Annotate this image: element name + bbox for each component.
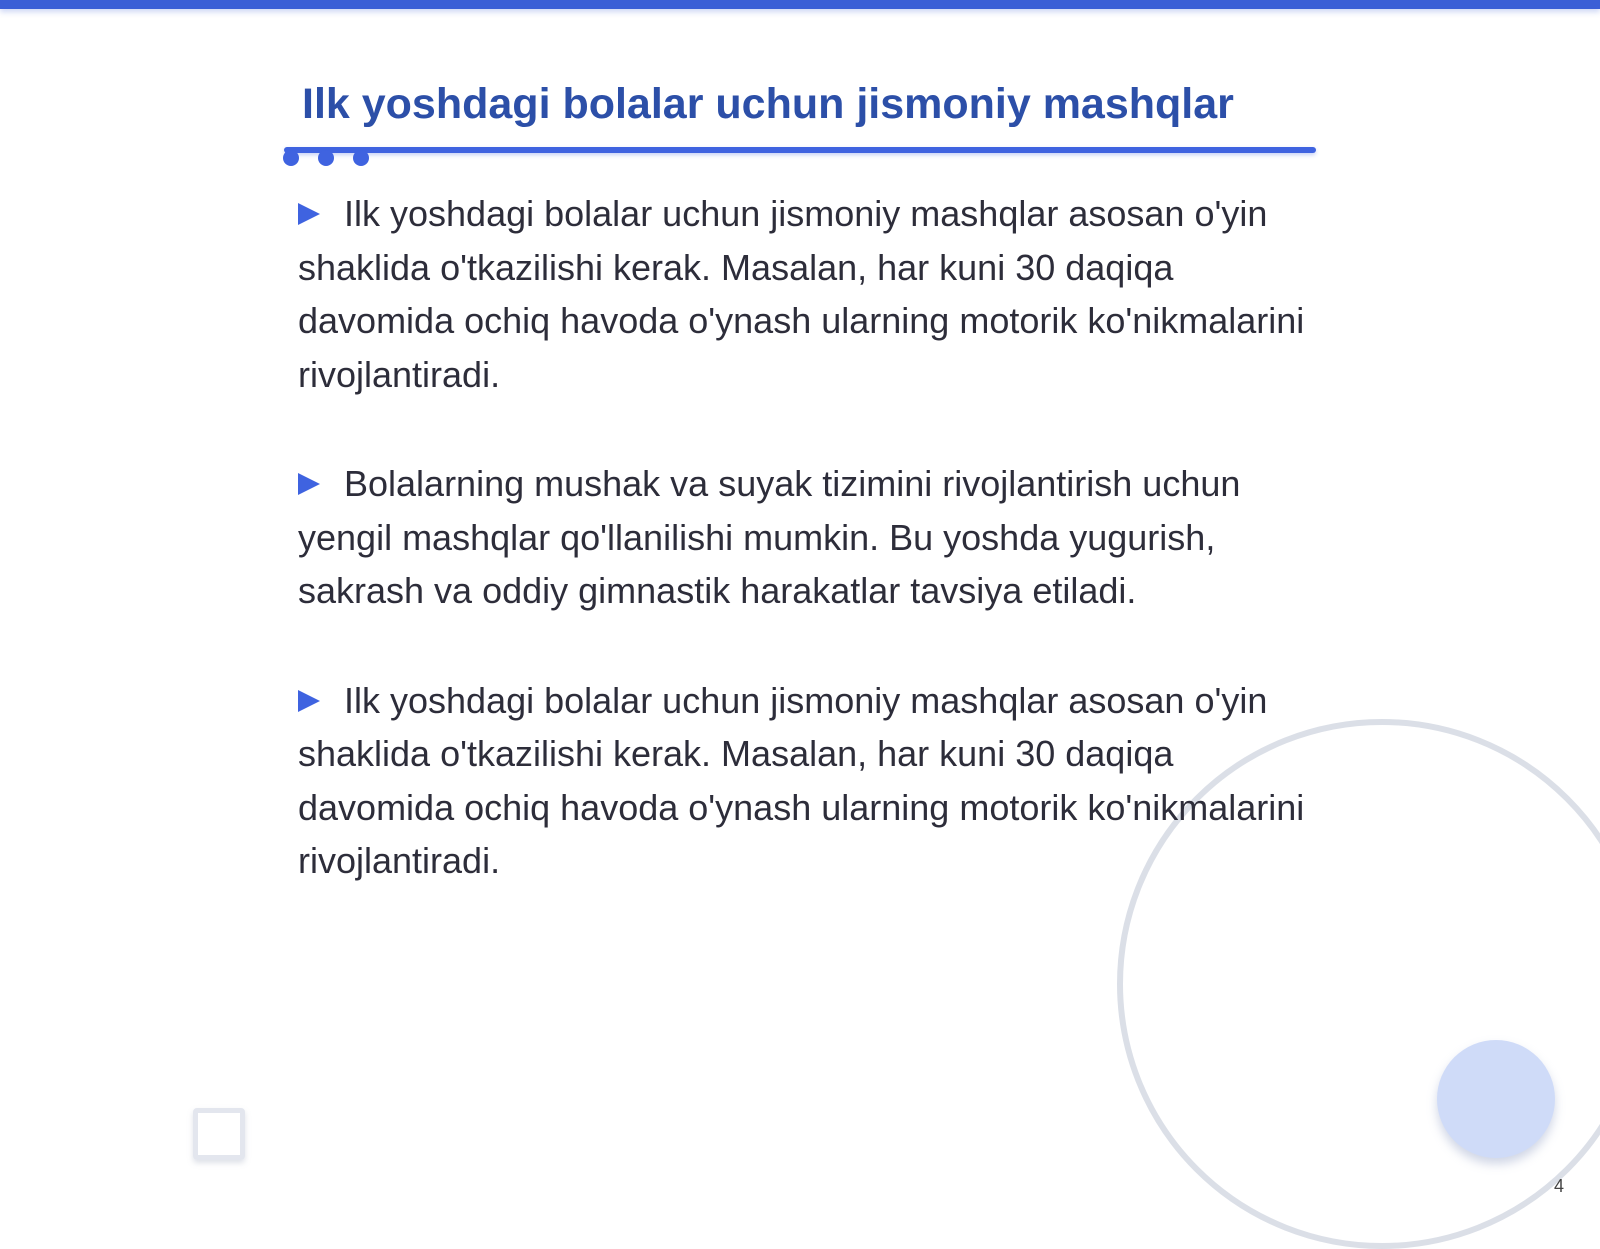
triangle-arrow-icon [298, 203, 320, 225]
title-underline [284, 147, 1316, 153]
decorative-dot [283, 150, 299, 166]
bullet-item [298, 674, 1308, 888]
bullet-item [298, 187, 1308, 401]
slide-title: Ilk yoshdagi bolalar uchun jismoniy mashqlar [302, 80, 1234, 128]
triangle-arrow-icon [298, 690, 320, 712]
page-number: 4 [1554, 1176, 1565, 1196]
top-accent-bar [0, 0, 1600, 9]
bullet-text: Ilk yoshdagi bolalar uchun jismoniy mashqlar asosan o'yin shaklida o'tkazilishi kerak. Masalan, har kuni 30 daqiqa davomida ochiq havoda o'ynash ularning motorik ko'nikmalarini rivojlantiradi. [298, 679, 1305, 881]
decorative-dot [318, 150, 334, 166]
decorative-dot [353, 150, 369, 166]
bullet-item [298, 457, 1308, 618]
bullet-list [298, 187, 1308, 944]
bullet-text: Ilk yoshdagi bolalar uchun jismoniy mashqlar asosan o'yin shaklida o'tkazilishi kerak. Masalan, har kuni 30 daqiqa davomida ochiq havoda o'ynash ularning motorik ko'nikmalarini rivojlantiradi. [298, 193, 1305, 395]
decorative-circle [1437, 1040, 1555, 1158]
triangle-arrow-icon [298, 473, 320, 495]
decorative-square [193, 1108, 245, 1160]
bullet-text: Bolalarning mushak va suyak tizimini rivojlantirish uchun yengil mashqlar qo'llanilishi mumkin. Bu yoshda yugurish, sakrash va oddiy gimnastik harakatlar tavsiya etiladi. [298, 463, 1241, 611]
